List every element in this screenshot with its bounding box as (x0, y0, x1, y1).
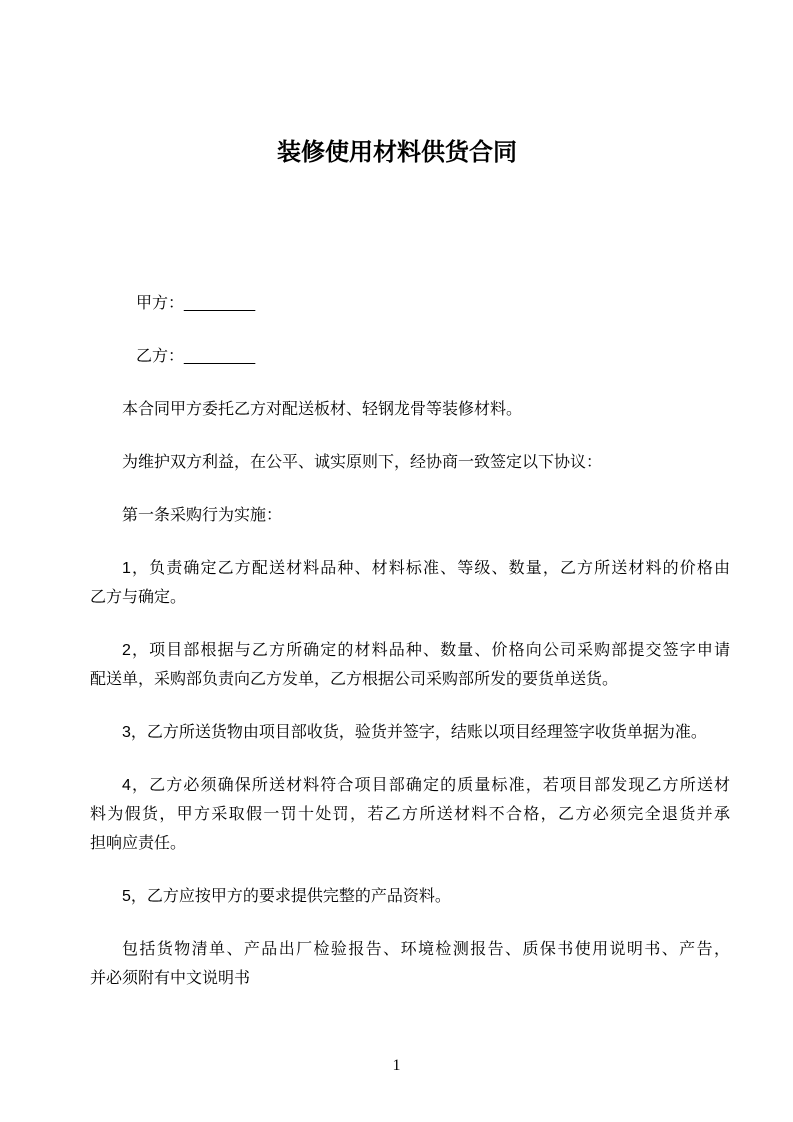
item-1-line-2: 乙方与确定。 (90, 589, 187, 606)
paragraph-item-3 (90, 718, 730, 747)
party-b-blank-field: 乙方：________ (136, 348, 256, 365)
paragraph-item-2 (90, 636, 730, 694)
paragraph-principle (90, 448, 730, 477)
principle-line: 为维护双方利益，在公平、诚实原则下，经协商一致签定以下协议： (122, 454, 603, 471)
item-4-line-1: 4，乙方必须确保所送材料符合项目部确定的质量标准，若项目部发现乙方所送材 (122, 777, 730, 794)
article-1-heading-line: 第一条采购行为实施： (122, 507, 283, 524)
item-2-line-1: 2，项目部根据与乙方所确定的材料品种、数量、价格向公司采购部提交签字申请 (122, 642, 730, 659)
paragraph-item-4 (90, 771, 730, 858)
item-4-line-3: 担响应责任。 (90, 835, 187, 852)
paragraph-item-1 (90, 554, 730, 612)
required-documents-line-1: 包括货物清单、产品出厂检验报告、环境检测报告、质保书使用说明书、产告， (122, 941, 730, 958)
paragraph-item-5 (90, 882, 730, 911)
paragraph-party-b (90, 342, 730, 371)
paragraph-party-a (90, 289, 730, 318)
document-body (90, 289, 730, 993)
item-1-line-1: 1，负责确定乙方配送材料品种、材料标准、等级、数量，乙方所送材料的价格由 (122, 560, 730, 577)
intro-line: 本合同甲方委托乙方对配送板材、轻钢龙骨等装修材料。 (122, 401, 523, 418)
page-number: 1 (392, 1057, 401, 1074)
document-title: 装修使用材料供货合同 (277, 139, 517, 166)
paragraph-intro (90, 395, 730, 424)
item-4-line-2: 料为假货，甲方采取假一罚十处罚，若乙方所送材料不合格，乙方必须完全退货并承 (90, 806, 730, 823)
paragraph-required-documents (90, 935, 730, 993)
party-a-blank-field: 甲方：________ (136, 295, 256, 312)
item-2-line-2: 配送单，采购部负责向乙方发单，乙方根据公司采购部所发的要货单送货。 (90, 671, 619, 688)
item-5-line-1: 5，乙方应按甲方的要求提供完整的产品资料。 (122, 888, 451, 905)
item-3-line-1: 3，乙方所送货物由项目部收货，验货并签字，结账以项目经理签字收货单据为准。 (122, 724, 707, 741)
paragraph-article-1-heading (90, 501, 730, 530)
required-documents-line-2: 并必须附有中文说明书 (90, 970, 251, 987)
